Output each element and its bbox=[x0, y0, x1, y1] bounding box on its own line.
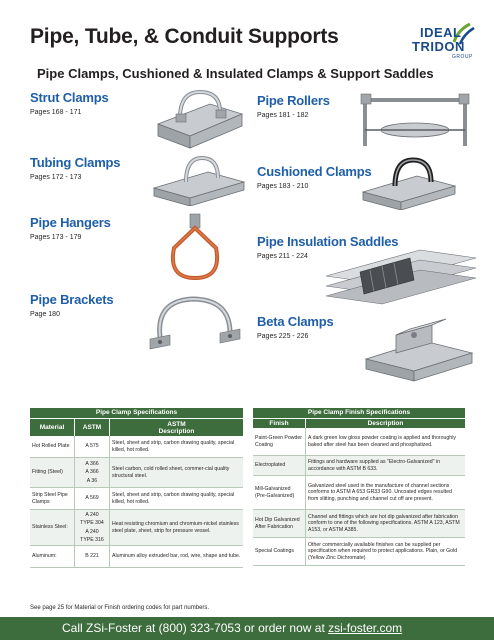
astm-value: B 221 bbox=[85, 553, 99, 560]
finish-cell: Electroplated bbox=[253, 456, 306, 475]
pipe-hanger-image bbox=[160, 212, 230, 282]
category-title: Pipe Hangers bbox=[30, 215, 111, 230]
page-title: Pipe, Tube, & Conduit Supports bbox=[30, 25, 339, 48]
col-description: ASTM Description bbox=[158, 420, 195, 435]
description-cell: Steel carbon, cold rolled sheet, commer-cial quality structural steel. bbox=[112, 466, 230, 479]
tubing-clamp-image bbox=[150, 148, 248, 206]
pipe-bracket-image bbox=[140, 285, 250, 355]
material-cell: Strip Steel Pipe Clamps bbox=[30, 488, 75, 509]
category-pages: Page 180 bbox=[30, 311, 60, 318]
material-cell: Aluminum: bbox=[30, 546, 75, 567]
astm-cell bbox=[75, 458, 110, 487]
finish-cell: Special Coatings bbox=[253, 538, 306, 565]
table-row bbox=[253, 510, 465, 538]
pipe-roller-image bbox=[355, 86, 477, 152]
cushioned-clamp-image bbox=[355, 150, 465, 210]
astm-cell bbox=[75, 546, 110, 567]
category-title: Pipe Rollers bbox=[257, 93, 330, 108]
finish-cell: Mill-Galvanized (Pre-Galvanized) bbox=[253, 476, 306, 509]
table-row bbox=[30, 546, 243, 568]
astm-value: TYPE 304 bbox=[80, 520, 104, 526]
table-row bbox=[253, 456, 465, 476]
category-title: Tubing Clamps bbox=[30, 155, 121, 170]
ordering-note: See page 25 for Material or Finish ordering codes for part numbers. bbox=[30, 605, 210, 611]
category-pages: Pages 225 - 226 bbox=[257, 333, 309, 340]
category-title: Beta Clamps bbox=[257, 314, 334, 329]
material-cell: Fitting (Steel) bbox=[30, 458, 75, 487]
table-row bbox=[30, 436, 243, 458]
category-beta-clamps[interactable] bbox=[257, 314, 334, 340]
description-cell: Heat resisting chromium and chromium-nickel stainless steel plate, sheet, strip for pressure vessel. bbox=[112, 521, 239, 534]
astm-value: A 36 bbox=[86, 477, 98, 484]
category-pages: Pages 211 - 224 bbox=[257, 253, 308, 260]
table-row bbox=[253, 428, 465, 456]
table-row bbox=[253, 538, 465, 566]
page-subtitle: Pipe Clamps, Cushioned & Insulated Clamps & Support Saddles bbox=[37, 66, 434, 81]
table-title: Pipe Clamp Specifications bbox=[30, 408, 243, 418]
table-row bbox=[253, 476, 465, 510]
astm-value: A 240 bbox=[85, 528, 99, 535]
description-cell: Other commercially available finishes can be supplied per specification when required to protect applications. Plain, or Gold (Yellow Zinc Dichromate) bbox=[308, 541, 458, 561]
category-pipe-rollers[interactable] bbox=[257, 93, 330, 119]
pipe-clamp-spec-table bbox=[30, 408, 243, 568]
pipe-clamp-finish-table bbox=[253, 408, 465, 566]
table-row bbox=[30, 510, 243, 546]
category-pipe-brackets[interactable] bbox=[30, 292, 113, 318]
col-description: Description bbox=[367, 420, 404, 427]
table-title: Pipe Clamp Finish Specifications bbox=[253, 408, 465, 418]
category-pages: Pages 173 - 179 bbox=[30, 234, 82, 241]
category-title: Strut Clamps bbox=[30, 90, 109, 105]
astm-cell bbox=[75, 436, 110, 457]
strut-clamp-image bbox=[150, 84, 248, 150]
col-finish: Finish bbox=[253, 419, 306, 428]
beta-clamp-image bbox=[360, 315, 478, 385]
astm-value: A 569 bbox=[85, 495, 99, 502]
astm-cell bbox=[75, 510, 110, 545]
ideal-tridon-logo: IDEAL TRIDON GROUP bbox=[412, 25, 473, 60]
category-pages: Pages 181 - 182 bbox=[257, 112, 309, 119]
website-link[interactable]: zsi-foster.com bbox=[328, 621, 403, 635]
category-pipe-hangers[interactable] bbox=[30, 215, 111, 241]
category-strut-clamps[interactable] bbox=[30, 90, 109, 116]
astm-value: A 366 bbox=[85, 460, 99, 467]
category-tubing-clamps[interactable] bbox=[30, 155, 120, 181]
category-title: Cushioned Clamps bbox=[257, 164, 372, 179]
description-cell: Galvanized steel used in the manufacture of channel sections conforms to ASTM A 653 GR33 G90. Uncoated edges resulted from slitting, punching and channel cut off are present. bbox=[308, 482, 452, 502]
description-cell: A dark green low gloss powder coating is applied and thoroughly baked after steel has been cleaned and phosphatized. bbox=[308, 435, 456, 448]
footer-text: Call ZSi-Foster at (800) 323-7053 or order now at zsi-foster.com bbox=[62, 621, 403, 635]
footer-bar bbox=[0, 617, 494, 640]
astm-value: TYPE 316 bbox=[80, 537, 104, 543]
material-cell: Stainless Steel: bbox=[30, 510, 75, 545]
finish-cell: Hot Dip Galvanized After Fabrication bbox=[253, 510, 306, 537]
table-row bbox=[30, 488, 243, 510]
description-cell: Channel and fittings which are hot dip galvanized after fabrication conform to one of the following specifications. ASTM A 123, ASTM A153, or ASTM A385. bbox=[308, 513, 460, 533]
astm-value: A 366 bbox=[85, 469, 99, 476]
description-cell: Fittings and hardware supplied as "Electro-Galvanized" in accordance with ASTM B 633. bbox=[308, 459, 440, 472]
category-pages: Pages 168 - 171 bbox=[30, 109, 82, 116]
description-cell: Steel, sheet and strip, carbon drawing quality, special killed, hot rolled. bbox=[112, 492, 235, 505]
finish-cell: Paint-Green Powder Coating bbox=[253, 428, 306, 455]
pipe-insulation-saddle-image bbox=[320, 236, 478, 306]
material-cell: Hot Rolled Plate bbox=[30, 436, 75, 457]
table-header-row bbox=[30, 418, 243, 436]
category-title: Pipe Insulation Saddles bbox=[257, 234, 399, 249]
col-material: Material bbox=[30, 419, 75, 436]
astm-value: A 575 bbox=[85, 443, 99, 450]
astm-value: A 240 bbox=[85, 511, 99, 518]
category-pages: Pages 183 - 210 bbox=[257, 183, 309, 190]
col-astm: ASTM bbox=[75, 419, 110, 436]
astm-cell bbox=[75, 488, 110, 509]
description-cell: Aluminum alloy extruded bar, rod, wire, shape and tube. bbox=[112, 553, 241, 560]
description-cell: Steel, sheet and strip, carbon drawing quality, special killed, hot rolled. bbox=[112, 440, 235, 453]
table-header-row bbox=[253, 418, 465, 428]
table-row bbox=[30, 458, 243, 488]
category-title: Pipe Brackets bbox=[30, 292, 114, 307]
category-pages: Pages 172 - 173 bbox=[30, 174, 82, 181]
